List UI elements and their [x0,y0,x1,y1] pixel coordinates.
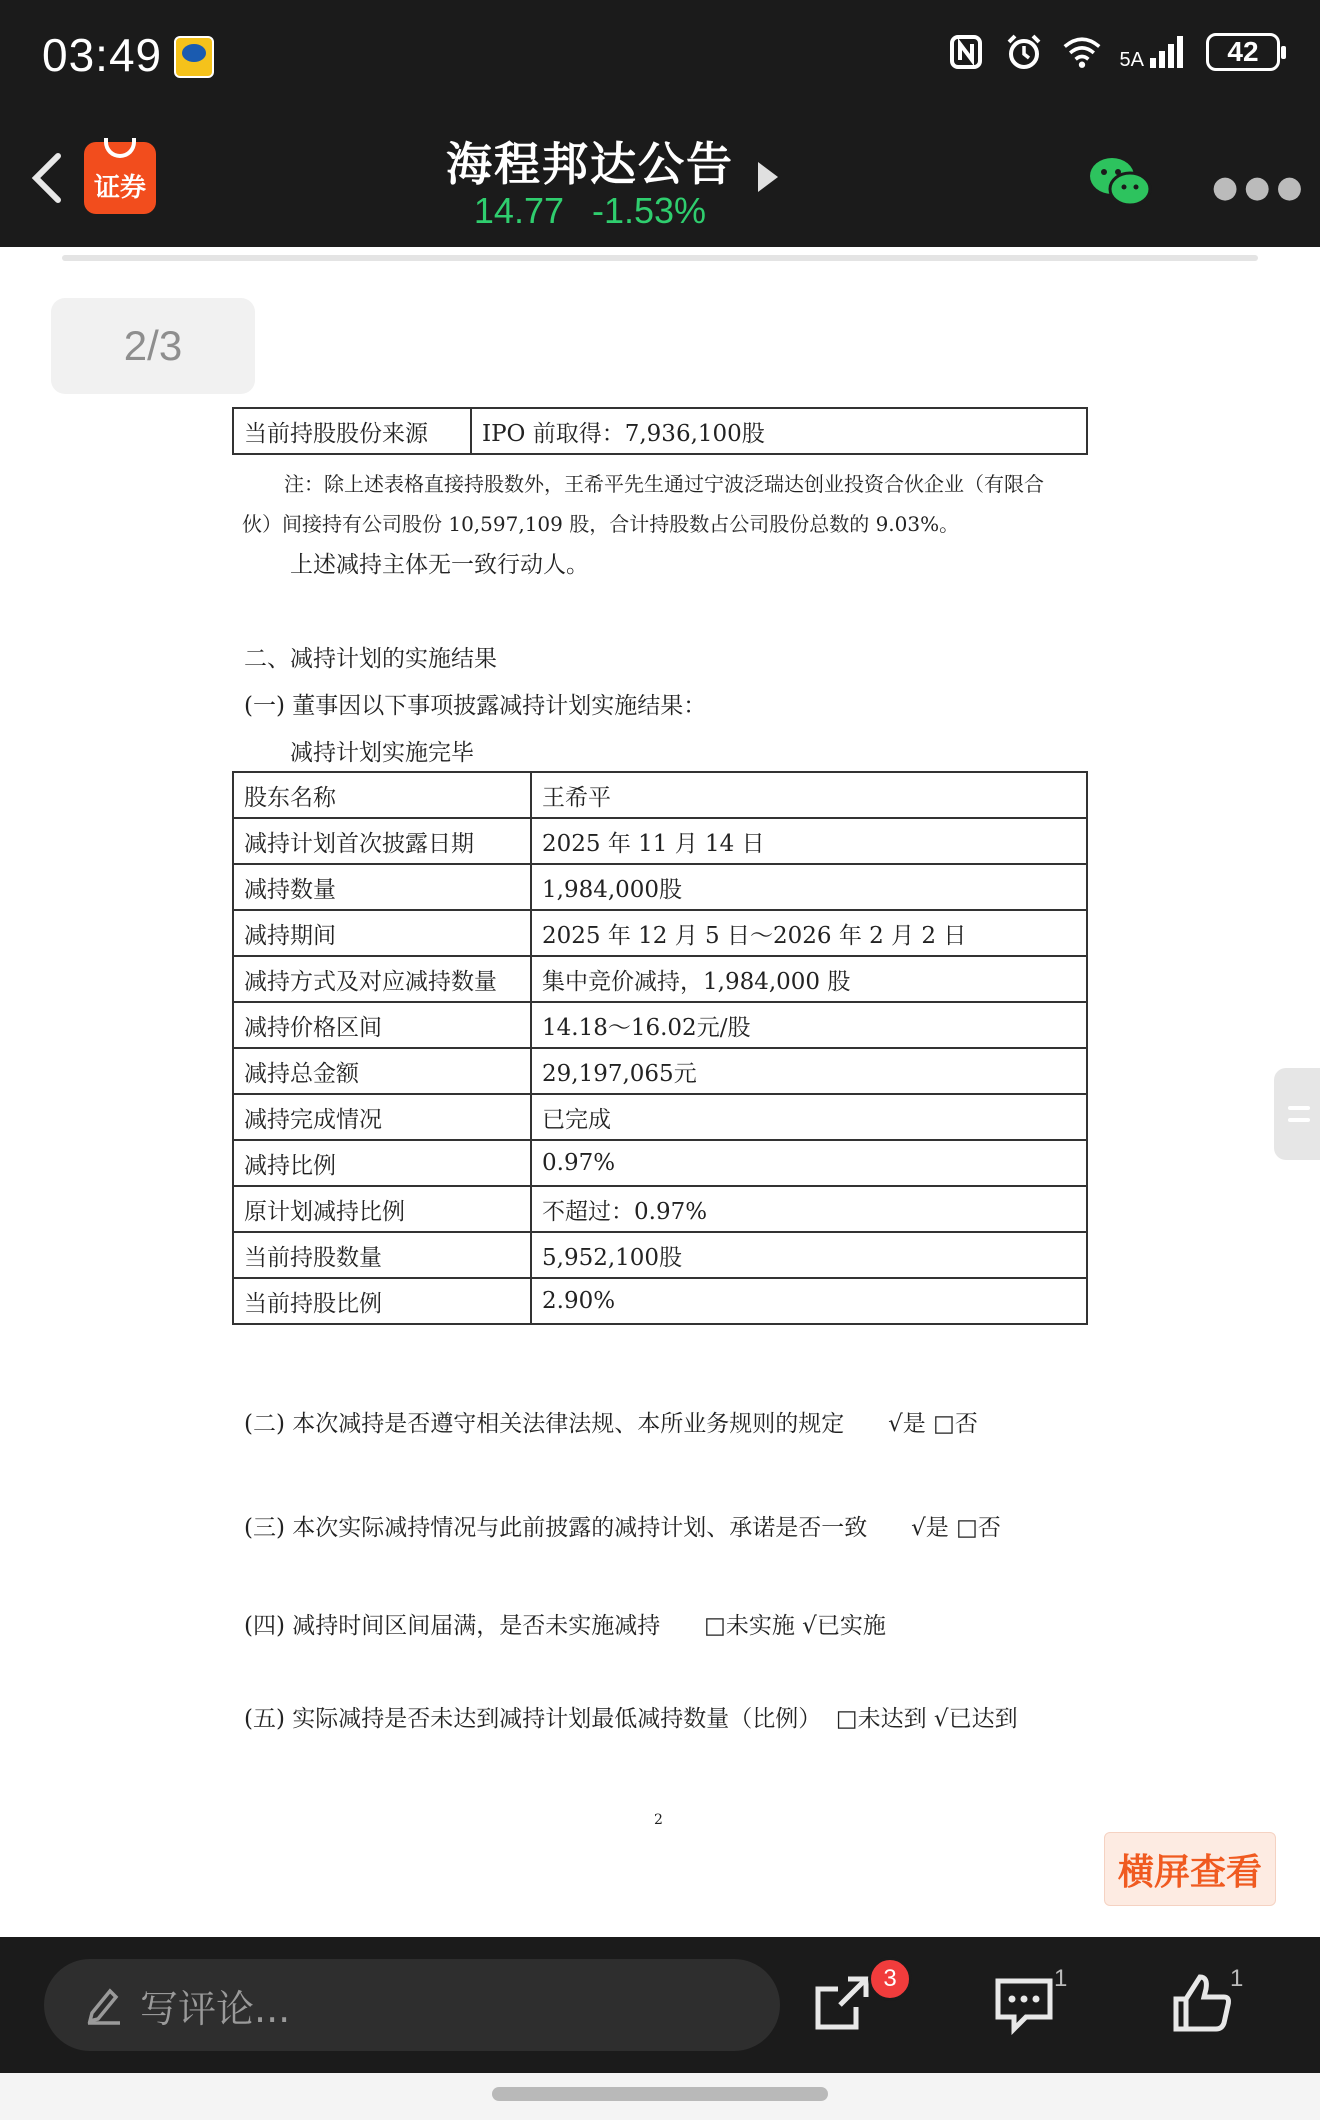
comments-button[interactable] [992,1971,1056,2035]
reduction-result-table [232,771,1088,1325]
table-cell-value: 2025 年 12 月 5 日～2026 年 2 月 2 日 [531,910,1087,956]
table-row [233,1094,1087,1140]
comment-icon [992,1971,1056,2035]
share-count-badge: 3 [868,1957,912,2001]
wifi-icon [1062,32,1102,72]
table-row [233,772,1087,818]
table-cell-value: 已完成 [531,1094,1087,1140]
question-compliance: (二) 本次减持是否遵守相关法律法规、本所业务规则的规定 √是 □否 [244,1411,978,1437]
stock-price: 14.77 [473,190,564,231]
table-row [233,408,1087,454]
table-cell-value: 0.97% [531,1140,1087,1186]
question-implementation: (四) 减持时间区间届满，是否未实施减持 □未实施 √已实施 [244,1613,886,1639]
table-row [233,956,1087,1002]
table-cell-label: 减持方式及对应减持数量 [233,956,531,1002]
table-row [233,1002,1087,1048]
table-row [233,1278,1087,1324]
table-row [233,910,1087,956]
like-count: 1 [1230,1965,1244,1992]
bottom-action-bar [0,1937,1320,2073]
wechat-share-icon[interactable] [1088,156,1152,208]
table-cell-value: 5,952,100股 [531,1232,1087,1278]
table-row [233,1048,1087,1094]
table-cell-label: 减持期间 [233,910,531,956]
home-indicator[interactable] [492,2087,828,2101]
stock-quote [420,190,760,232]
like-button[interactable] [1170,1971,1234,2035]
table-cell-label: 股东名称 [233,772,531,818]
app-logo-text: 证券 [93,173,146,203]
holding-source-table [232,407,1088,455]
table-row [233,864,1087,910]
app-logo[interactable] [84,142,156,214]
side-drawer-handle[interactable] [1274,1068,1320,1160]
notification-app-icon [174,36,214,78]
pen-icon [86,1985,122,2025]
section-title: 二、减持计划的实施结果 [244,646,497,672]
table-cell-value: 不超过：0.97% [531,1186,1087,1232]
page-number: 2 [654,1812,663,1828]
no-concert-text: 上述减持主体无一致行动人。 [290,552,589,578]
share-icon [810,1971,874,2035]
question-consistency: (三) 本次实际减持情况与此前披露的减持计划、承诺是否一致 √是 □否 [244,1515,1001,1541]
table-cell-value: 14.18～16.02元/股 [531,1002,1087,1048]
table-cell-label: 当前持股数量 [233,1232,531,1278]
table-cell-value: 2.90% [531,1278,1087,1324]
table-cell-value: 29,197,065元 [531,1048,1087,1094]
chevron-left-icon [28,150,68,206]
question-minimum-reached: (五) 实际减持是否未达到减持计划最低减持数量（比例） □未达到 √已达到 [244,1706,1018,1732]
table-row [233,818,1087,864]
status-time: 03:49 [42,29,163,81]
table-row [233,1232,1087,1278]
table-cell-label: 减持价格区间 [233,1002,531,1048]
table-row [233,1140,1087,1186]
table-cell-value: 2025 年 11 月 14 日 [531,818,1087,864]
status-bar [0,0,1320,110]
table-row [233,1186,1087,1232]
comment-placeholder: 写评论... [140,1986,291,2031]
table-cell-label: 减持计划首次披露日期 [233,818,531,864]
table-cell-value: 王希平 [531,772,1087,818]
table-cell-label: 减持完成情况 [233,1094,531,1140]
note-line: 伙）间接持有公司股份 10,597,109 股，合计持股数占公司股份总数的 9.03%。 [242,512,960,536]
comment-count: 1 [1054,1965,1068,1992]
table-cell-value: 1,984,000股 [531,864,1087,910]
table-cell-label: 原计划减持比例 [233,1186,531,1232]
table-cell-label: 减持数量 [233,864,531,910]
network-type-label: 5A [1119,49,1144,71]
nfc-icon [946,32,986,72]
alarm-icon [1004,32,1044,72]
status-icons [946,32,1280,72]
back-button[interactable] [28,150,68,206]
cellular-signal-icon [1120,34,1188,70]
table-cell-value: 集中竞价减持，1,984,000 股 [531,956,1087,1002]
reading-progress [62,255,1258,261]
page-title[interactable]: 海程邦达公告 [446,137,734,191]
battery-indicator: 42 [1206,33,1280,71]
play-icon[interactable] [758,162,778,192]
table-cell-label: 减持总金额 [233,1048,531,1094]
more-icon[interactable]: ●●● [1212,170,1309,205]
table-cell-label: 减持比例 [233,1140,531,1186]
comment-input[interactable] [44,1959,780,2051]
thumbs-up-icon [1170,1971,1234,2035]
table-cell-value: IPO 前取得：7,936,100股 [471,408,1087,454]
plan-status-text: 减持计划实施完毕 [290,740,474,766]
note-line: 注：除上述表格直接持股数外，王希平先生通过宁波泛瑞达创业投资合伙企业（有限合 [284,472,1044,496]
app-header [0,110,1320,247]
landscape-view-button[interactable]: 横屏查看 [1104,1832,1276,1906]
stock-change: -1.53% [592,190,707,231]
table-cell-label: 当前持股比例 [233,1278,531,1324]
page-indicator: 2/3 [51,298,255,394]
share-button[interactable] [810,1971,874,2035]
subsection-title: (一) 董事因以下事项披露减持计划实施结果： [244,693,707,719]
table-cell-label: 当前持股股份来源 [233,408,471,454]
